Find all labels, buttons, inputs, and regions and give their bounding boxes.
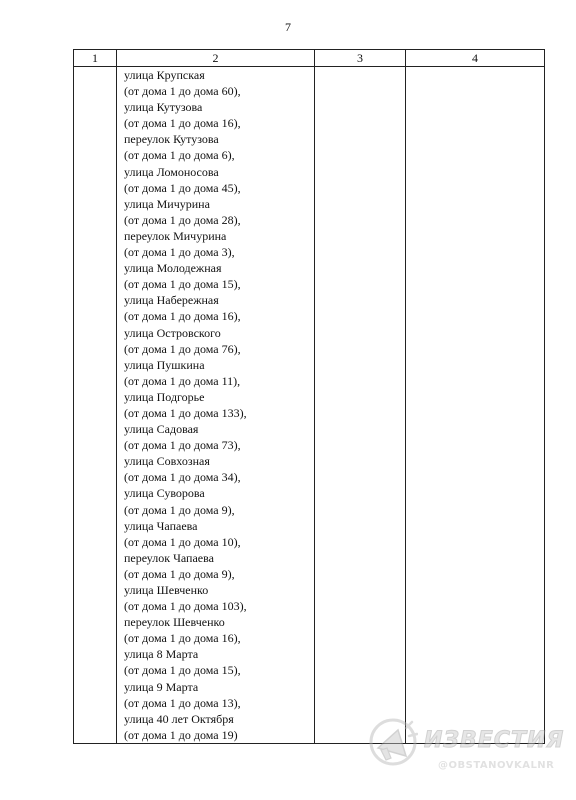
list-item: улица Крупская — [124, 68, 205, 82]
list-item: улица Садовая — [124, 422, 199, 437]
cell-column-3 — [315, 67, 406, 744]
list-item: (от дома 1 до дома 34), — [124, 470, 241, 485]
cell-column-2 — [117, 67, 315, 744]
list-item: (от дома 1 до дома 60), — [124, 84, 241, 99]
list-item: улица Чапаева — [124, 518, 198, 533]
list-item: улица 8 Марта — [124, 647, 199, 662]
column-header-1: 1 — [74, 50, 117, 67]
list-item: (от дома 1 до дома 11), — [124, 373, 241, 388]
list-item: улица Мичурина — [124, 196, 210, 211]
list-item: (от дома 1 до дома 45), — [124, 180, 241, 195]
street-list — [117, 67, 314, 743]
cell-column-4 — [406, 67, 545, 744]
list-item: (от дома 1 до дома 15), — [124, 663, 241, 678]
list-item: (от дома 1 до дома 15), — [124, 277, 241, 292]
list-item: улица Ломоносова — [124, 164, 219, 179]
watermark-title: ИЗВЕСТИЯ — [424, 728, 565, 753]
list-item: улица 9 Марта — [124, 679, 199, 694]
list-item: улица 40 лет Октября — [124, 711, 234, 726]
list-item: (от дома 1 до дома 16), — [124, 631, 241, 646]
list-item: (от дома 1 до дома 16), — [124, 309, 241, 324]
list-item: переулок Кутузова — [124, 132, 219, 147]
list-item: (от дома 1 до дома 19) — [124, 727, 238, 742]
watermark — [362, 700, 572, 790]
list-item: переулок Чапаева — [124, 550, 214, 565]
list-item: улица Пушкина — [124, 357, 205, 372]
list-item: (от дома 1 до дома 76), — [124, 341, 241, 356]
megaphone-logo-icon — [368, 708, 418, 770]
watermark-handle: @OBSTANOVKALNR — [438, 760, 555, 771]
list-item: (от дома 1 до дома 10), — [124, 534, 241, 549]
list-item: (от дома 1 до дома 28), — [124, 212, 241, 227]
list-item: улица Кутузова — [124, 100, 203, 115]
list-item: улица Подгорье — [124, 389, 205, 404]
list-item: (от дома 1 до дома 13), — [124, 695, 241, 710]
list-item: переулок Шевченко — [124, 615, 225, 630]
list-item: улица Молодежная — [124, 261, 222, 276]
column-header-4: 4 — [406, 50, 545, 67]
list-item: улица Совхозная — [124, 454, 210, 469]
column-header-2: 2 — [117, 50, 315, 67]
cell-column-1 — [74, 67, 117, 744]
list-item: улица Суворова — [124, 486, 205, 501]
list-item: (от дома 1 до дома 6), — [124, 148, 235, 163]
page-number: 7 — [285, 20, 291, 34]
list-item: улица Шевченко — [124, 583, 209, 597]
list-item: (от дома 1 до дома 9), — [124, 502, 235, 517]
table-header-row — [74, 50, 545, 67]
list-item: (от дома 1 до дома 133), — [124, 405, 247, 420]
list-item: (от дома 1 до дома 3), — [124, 245, 235, 260]
list-item: улица Островского — [124, 325, 221, 340]
list-item: (от дома 1 до дома 16), — [124, 116, 241, 131]
list-item: (от дома 1 до дома 9), — [124, 566, 235, 581]
address-table — [73, 49, 545, 744]
list-item: (от дома 1 до дома 103), — [124, 599, 247, 614]
table-row — [74, 67, 545, 744]
list-item: (от дома 1 до дома 73), — [124, 438, 241, 453]
column-header-3: 3 — [315, 50, 406, 67]
list-item: улица Набережная — [124, 293, 219, 308]
list-item: переулок Мичурина — [124, 228, 227, 243]
